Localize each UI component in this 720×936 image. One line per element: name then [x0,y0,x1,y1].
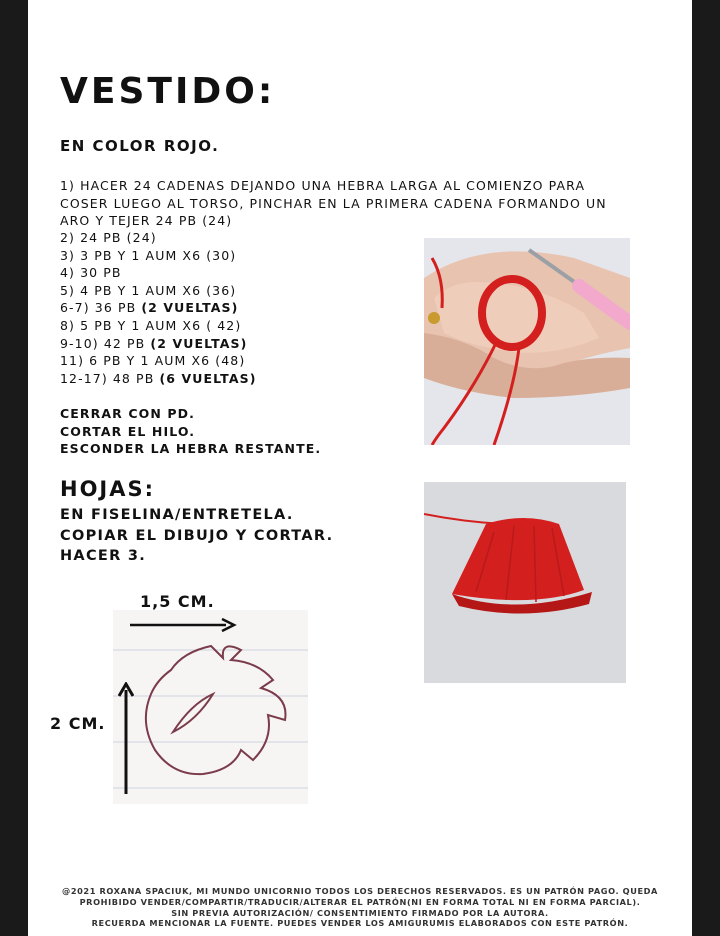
hojas-heading: HOJAS: [60,477,156,501]
round-1-instruction: 1) HACER 24 CADENAS DEJANDO UNA HEBRA LARGA AL COMIENZO PARA COSER LUEGO AL TORSO, PINCHAR EN LA PRIMERA CADENA FORMANDO UN ARO Y TEJER 24 PB (24) [60,178,607,228]
page-title: VESTIDO: [60,71,276,112]
finishing-steps [60,405,321,458]
right-frame [692,0,720,936]
round-item: 11) 6 PB Y 1 AUM X6 (48) [60,353,246,369]
hojas-step: HACER 3. [60,548,147,564]
color-instruction: EN COLOR ROJO. [60,137,220,155]
round-item: 12-17) 48 PB (6 VUELTAS) [60,370,257,386]
hojas-steps [60,505,333,567]
crochet-ring-photo [424,238,630,445]
width-arrow-icon [130,617,240,633]
round-item: 8) 5 PB Y 1 AUM X6 ( 42) [60,317,242,333]
height-arrow-icon [118,682,134,794]
round-item: 6-7) 36 PB (2 VUELTAS) [60,300,239,316]
round-item: 5) 4 PB Y 1 AUM X6 (36) [60,282,237,298]
copyright-notice: @2021 ROXANA SPACIUK, MI MUNDO UNICORNIO TODOS LOS DERECHOS RESERVADOS. ES UN PATRÓN PAGO. QUEDA PROHIBIDO VENDER/COMPARTIR/TRADUCIR/ALTERAR EL PATRÓN(NI EN FORMA TOTAL NI EN FORMA PARCIAL). SIN PREVIA AUTORIZACIÓN/ CONSENTIMIENTO FIRMADO POR LA AUTORA. RECUERDA MENCIONAR LA FUENTE. PUEDES VENDER LOS AMIGURUMIS ELABORADOS CON ESTE PATRÓN. [62,886,658,929]
finishing-step: ESCONDER LA HEBRA RESTANTE. [60,441,322,457]
hojas-step: COPIAR EL DIBUJO Y CORTAR. [60,527,334,544]
rounds-list [60,229,257,387]
pattern-page [28,0,692,936]
left-frame [0,0,28,936]
round-item: 2) 24 PB (24) [60,230,157,245]
crochet-skirt-photo [424,482,626,683]
round-item: 9-10) 42 PB (2 VUELTAS) [60,335,248,351]
round-item: 4) 30 PB [60,265,122,281]
hojas-step: EN FISELINA/ENTRETELA. [60,507,294,523]
height-dimension-label: 2 CM. [50,714,106,733]
leaf-template-drawing [113,610,308,804]
finishing-step: CORTAR EL HILO. [60,423,196,439]
width-dimension-label: 1,5 CM. [140,592,215,611]
finishing-step: CERRAR CON PD. [60,406,195,421]
round-item: 3) 3 PB Y 1 AUM X6 (30) [60,247,237,263]
